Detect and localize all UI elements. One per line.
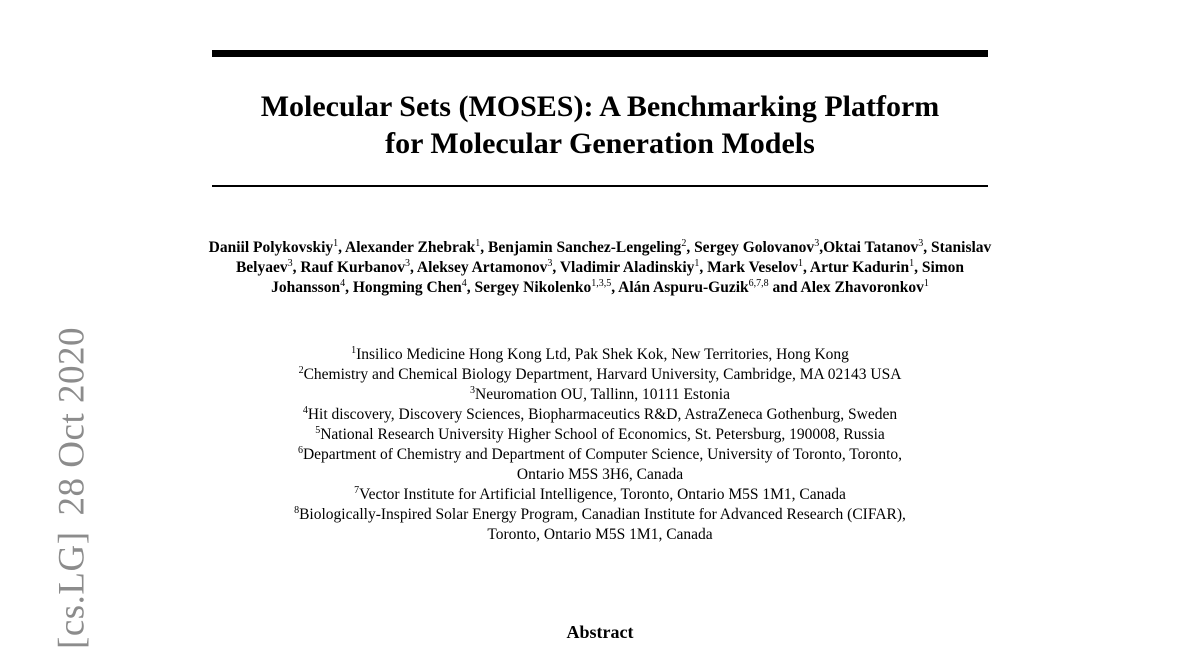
author-name: Daniil Polykovskiy	[208, 239, 334, 256]
author	[707, 259, 803, 276]
author-name: Benjamin Sanchez-Lengeling	[487, 239, 682, 256]
author	[475, 279, 612, 296]
affiliation-text: Biologically-Inspired Solar Energy Program, Canadian Institute for Advanced Research (CIFAR),	[299, 506, 906, 523]
affiliation-number: 7	[354, 485, 360, 496]
author-affiliation-mark: 1	[909, 258, 915, 269]
author-name: Simon Johansson	[271, 259, 965, 296]
abstract-heading: Abstract	[566, 622, 634, 642]
author-name: Vladimir Aladinskiy	[559, 259, 695, 276]
author-affiliation-mark: 1	[797, 258, 803, 269]
affiliation-text: Chemistry and Chemical Biology Department, Harvard University, Cambridge, MA 02143 USA	[303, 366, 902, 383]
author-affiliation-mark: 1	[694, 258, 700, 269]
arxiv-date: 28 Oct 2020	[51, 327, 93, 516]
affiliation	[200, 425, 1000, 445]
author-affiliation-mark: 1,3,5	[591, 278, 612, 289]
paper-title	[150, 88, 1050, 162]
affiliation-number: 8	[294, 505, 300, 516]
title-line-2: for Molecular Generation Models	[385, 127, 815, 160]
arxiv-side-stamp	[51, 327, 94, 649]
author-affiliation-mark: 3	[814, 238, 820, 249]
affiliation-number: 2	[298, 365, 304, 376]
author-name: Sergey Golovanov	[694, 239, 815, 256]
author-affiliation-mark: 3	[287, 258, 293, 269]
affiliation-number: 1	[351, 345, 357, 356]
author-affiliation-mark: 3	[547, 258, 553, 269]
author-name: Rauf Kurbanov	[300, 259, 406, 276]
affiliation-text: National Research University Higher School of Economics, St. Petersburg, 190008, Russia	[320, 426, 885, 443]
affiliation	[200, 365, 1000, 385]
author-name: Alex Zhavoronkov	[800, 279, 924, 296]
author	[345, 239, 480, 256]
affiliation-continuation: Ontario M5S 3H6, Canada	[516, 466, 684, 483]
author	[618, 279, 769, 296]
author-affiliation-mark: 3	[405, 258, 411, 269]
author-name: Oktai Tatanov	[823, 239, 919, 256]
affiliation-number: 4	[302, 405, 308, 416]
author-name: Aleksey Artamonov	[416, 259, 548, 276]
title-line-1: Molecular Sets (MOSES): A Benchmarking Platform	[260, 90, 940, 123]
author-affiliation-mark: 1	[333, 238, 339, 249]
affiliation	[200, 445, 1000, 465]
affiliation-text: Vector Institute for Artificial Intelligence, Toronto, Ontario M5S 1M1, Canada	[359, 486, 846, 503]
author-name: Alexander Zhebrak	[345, 239, 476, 256]
author-name: Artur Kadurin	[809, 259, 910, 276]
affiliation-text: Hit discovery, Discovery Sciences, Biopharmaceutics R&D, AstraZeneca Gothenburg, Sweden	[307, 406, 898, 423]
author-affiliation-mark: 4	[340, 278, 346, 289]
affiliation-text: Department of Chemistry and Department of Computer Science, University of Toronto, Toronto,	[302, 446, 903, 463]
top-rule	[212, 50, 988, 57]
affiliation-number: 6	[297, 445, 303, 456]
affiliation-continuation: Toronto, Ontario M5S 1M1, Canada	[487, 526, 713, 543]
affiliation-list	[200, 345, 1000, 545]
author-affiliation-mark: 2	[681, 238, 687, 249]
author	[823, 239, 923, 256]
affiliation	[200, 505, 1000, 525]
affiliation-text: Neuromation OU, Tallinn, 10111 Estonia	[475, 386, 730, 403]
author-affiliation-mark: 1	[475, 238, 481, 249]
author	[810, 259, 914, 276]
author-name: Stanislav Belyaev	[235, 239, 992, 276]
author	[488, 239, 686, 256]
author-affiliation-mark: 1	[923, 278, 929, 289]
author-name: Alán Aspuru-Guzik	[618, 279, 749, 296]
affiliation-number: 3	[470, 385, 476, 396]
author	[353, 279, 467, 296]
affiliation	[200, 485, 1000, 505]
affiliation	[200, 345, 1000, 365]
author	[560, 259, 700, 276]
author	[417, 259, 552, 276]
author	[209, 239, 338, 256]
affiliation	[200, 385, 1000, 405]
affiliation-number: 5	[315, 425, 321, 436]
author-affiliation-mark: 3	[918, 238, 924, 249]
author-name: Sergey Nikolenko	[474, 279, 592, 296]
author-name: Mark Veselov	[707, 259, 798, 276]
arxiv-category: [cs.LG]	[51, 531, 93, 649]
author-affiliation-mark: 4	[461, 278, 467, 289]
bottom-rule	[212, 185, 988, 187]
author	[801, 279, 929, 296]
author-affiliation-mark: 6,7,8	[748, 278, 769, 289]
affiliation	[200, 405, 1000, 425]
author-name: Hongming Chen	[352, 279, 462, 296]
author	[300, 259, 410, 276]
author-list: Daniil Polykovskiy$^1$, Alexander Zhebrak$^1$, Benjamin Sanchez-Lengeling$^2$, Sergey Golovanov$^3$,Oktai Tatanov$^3$, Stanislav Belyaev$^3$, Rauf Kurbanov$^3$, Aleksey Artamonov$^3$, Vladimir Aladinskiy$^1$, Mark Veselov$^1$, Artur Kadurin$^1$, Simon Johansson$^4$, Hongming Chen$^4$, Sergey Nikolenko$^{1,3,5}$, Alán Aspuru-Guzik$^{6,7,8}$ and Alex Zhavoronkov$^1$	[208, 238, 992, 296]
affiliation-text: Insilico Medicine Hong Kong Ltd, Pak Shek Kok, New Territories, Hong Kong	[356, 346, 849, 363]
author	[694, 239, 819, 256]
